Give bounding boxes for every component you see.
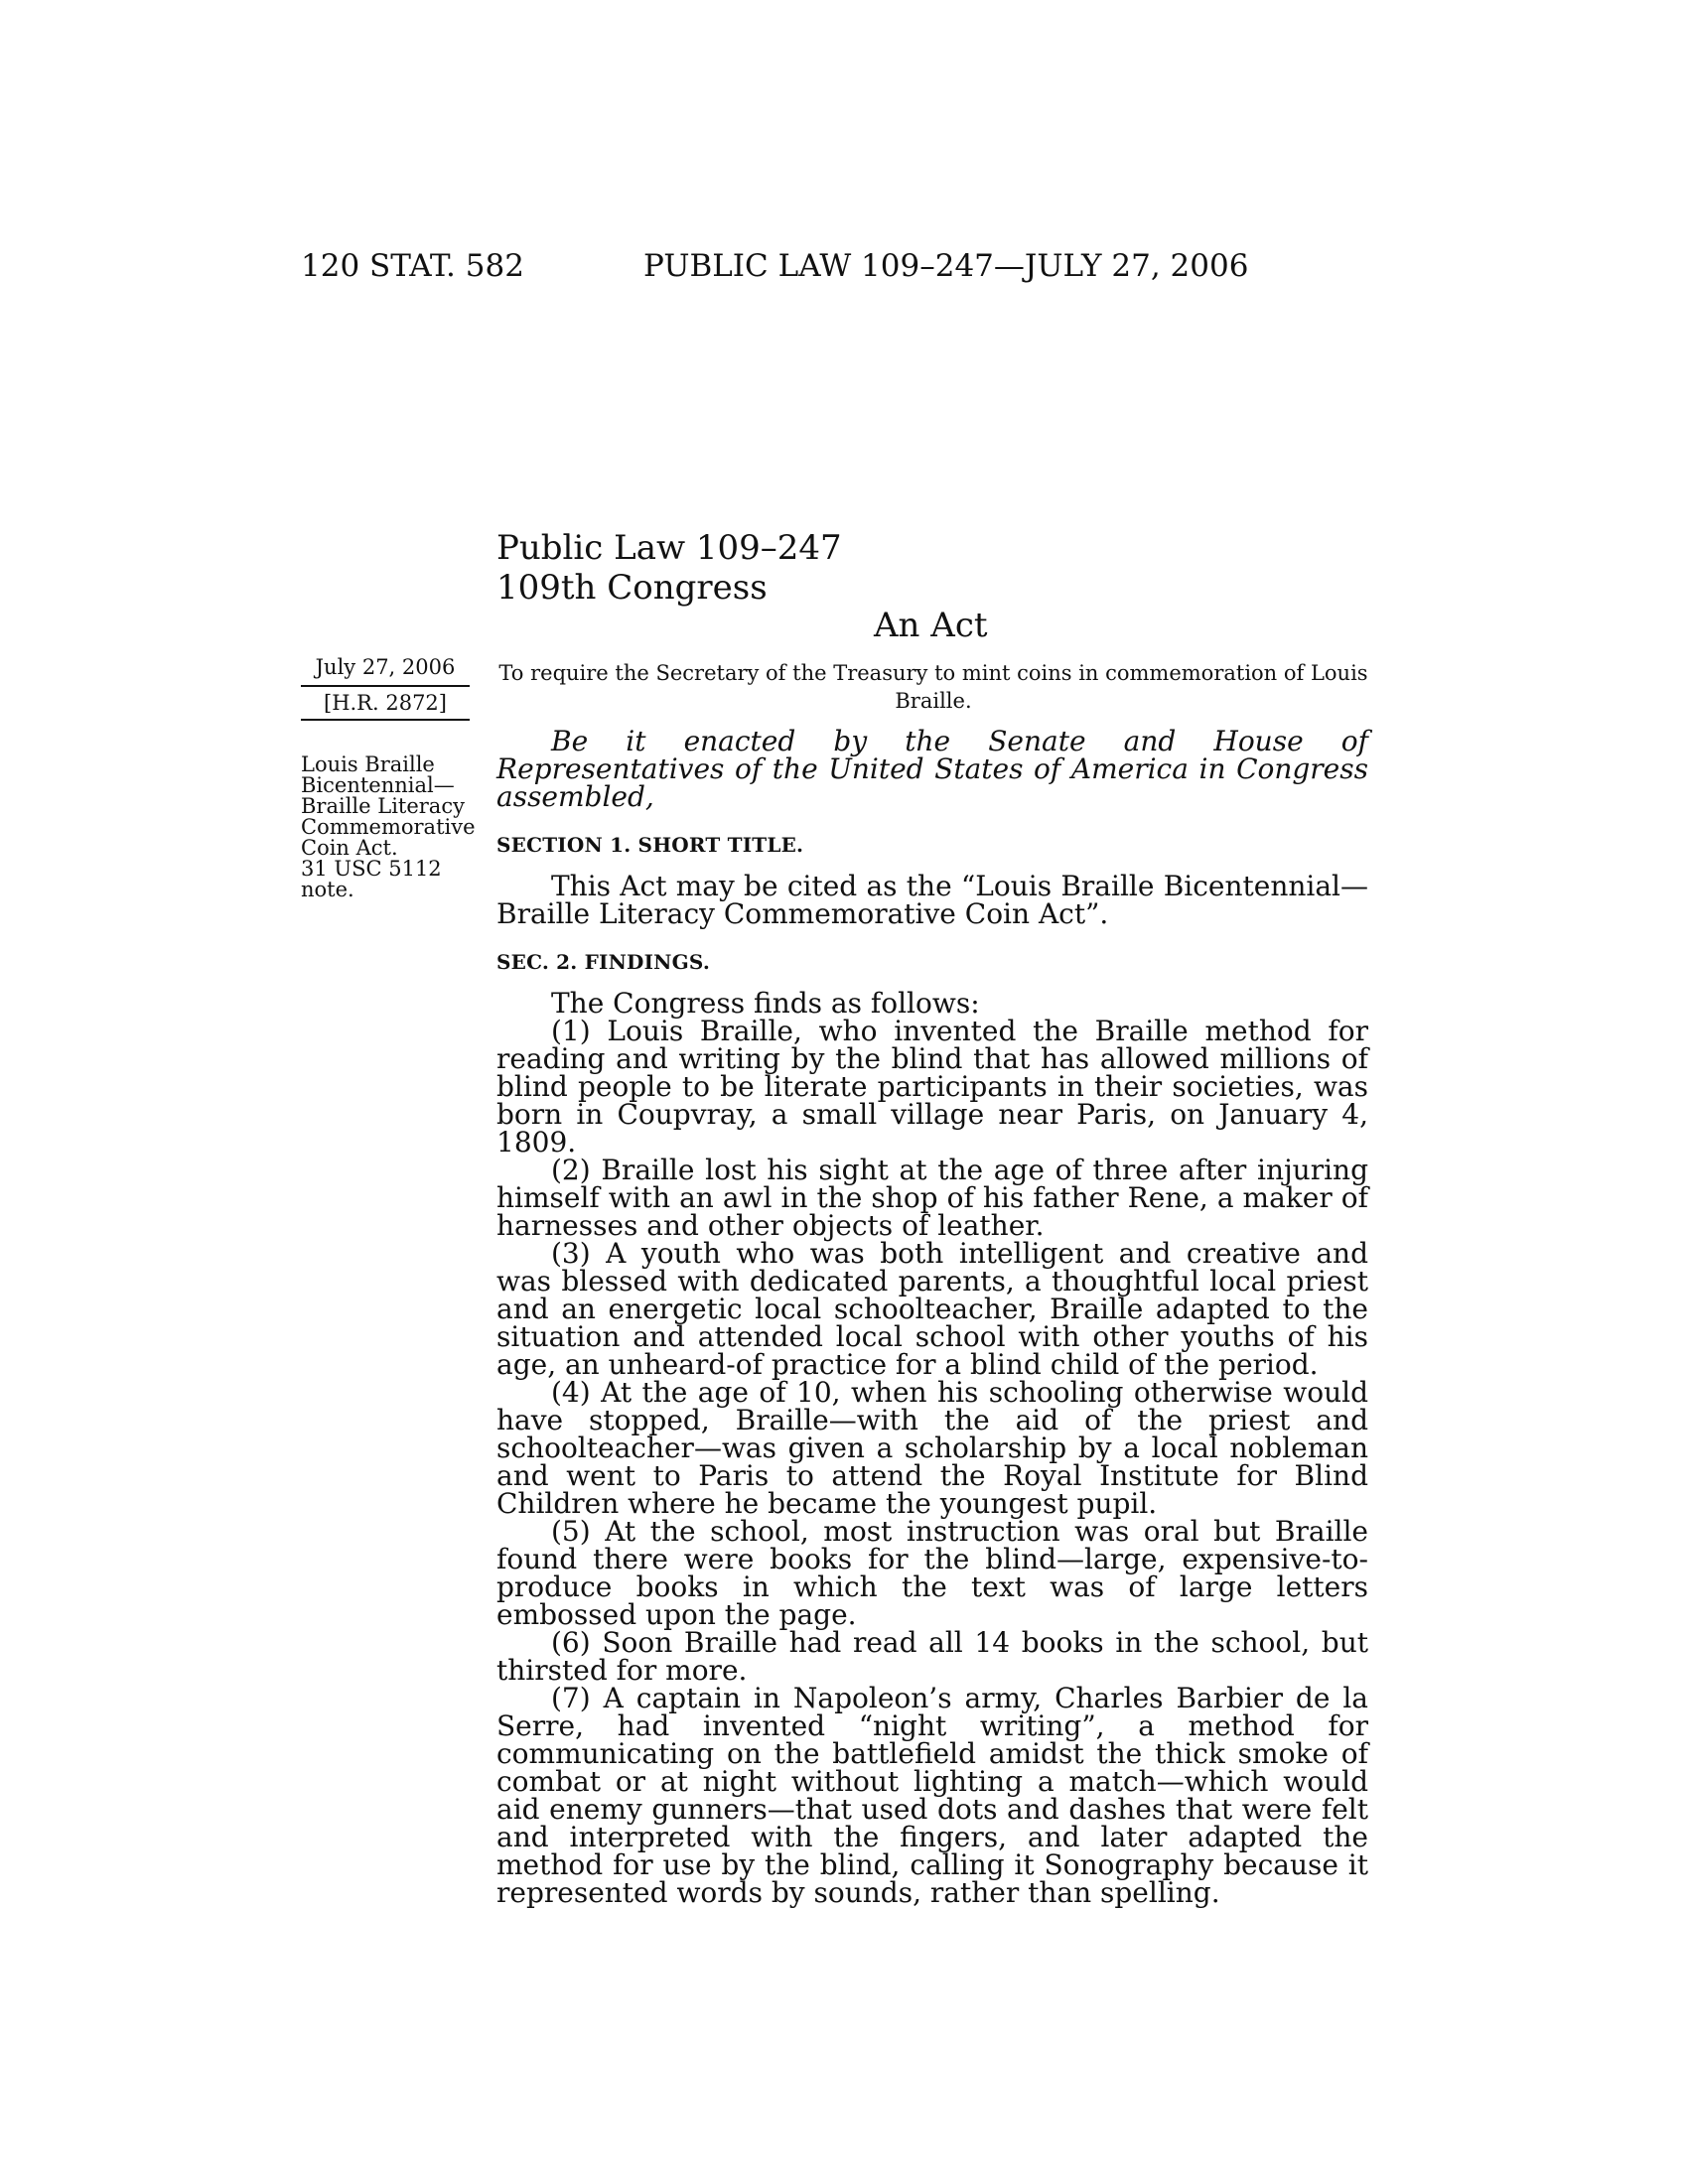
stat-page-number: 120 STAT. 582 [301, 248, 524, 284]
margin-note-line: Commemorative [301, 815, 476, 839]
section-text: This Act may be cited as the “Louis Braille Bicentennial—Braille Literacy Commemorative Coin Act”. [496, 870, 1368, 930]
margin-note-line: note. [301, 878, 354, 901]
congress-label: 109th Congress [496, 568, 768, 608]
finding-item: (4) At the age of 10, when his schooling otherwise would have stopped, Braille—with the aid of the priest and schoolteacher—was given a scholarship by a local nobleman and went to Paris to attend the Royal Institute for Blind Children where he became the youngest pupil. [496, 1376, 1368, 1520]
findings-intro: The Congress finds as follows: [551, 987, 980, 1020]
act-purpose: To require the Secretary of the Treasury to mint coins in commemoration of Louis Braille. [498, 661, 1368, 713]
margin-rule [301, 685, 470, 687]
margin-note-line: 31 USC 5112 [301, 857, 442, 881]
finding-item: (2) Braille lost his sight at the age of three after injuring himself with an awl in the shop of his father Rene, a maker of harnesses and other objects of leather. [496, 1154, 1368, 1242]
finding-item: (6) Soon Braille had read all 14 books in the school, but thirsted for more. [496, 1626, 1368, 1687]
enacting-clause: Be it enacted by the Senate and House of Representatives of the United States of America in Congress assembled, [496, 725, 1368, 813]
margin-note-line: Braille Literacy [301, 794, 465, 818]
act-heading: An Act [874, 606, 988, 645]
section-heading: SECTION 1. SHORT TITLE. [496, 833, 804, 857]
margin-note-line: Bicentennial— [301, 773, 455, 797]
margin-note-line: Louis Braille [301, 752, 435, 776]
finding-item: (5) At the school, most instruction was oral but Braille found there were books for the blind—large, expensive-to-produce books in which the text was of large letters embossed upon the page. [496, 1515, 1368, 1631]
finding-item: (3) A youth who was both intelligent and creative and was blessed with dedicated parents, a thoughtful local priest and an energetic local schoolteacher, Braille adapted to the situation and attended local school with other youths of his age, an unheard-of practice for a blind child of the period. [496, 1237, 1368, 1381]
margin-rule-bottom [301, 719, 470, 721]
margin-note [301, 752, 476, 901]
act-body [496, 725, 1368, 1909]
running-title: PUBLIC LAW 109–247—JULY 27, 2006 [643, 248, 1249, 284]
margin-date: July 27, 2006 [315, 655, 456, 679]
margin-note-line: Coin Act. [301, 836, 398, 860]
finding-item: (7) A captain in Napoleon’s army, Charles Barbier de la Serre, had invented “night writing”, a method for communicating on the battlefield amidst the thick smoke of combat or at night without lighting a match—which would aid enemy gunners—that used dots and dashes that were felt and interpreted with the fingers, and later adapted the method for use by the blind, calling it Sonography because it represented words by sounds, rather than spelling. [496, 1682, 1368, 1909]
section-heading: SEC. 2. FINDINGS. [496, 950, 711, 974]
margin-bill-number: [H.R. 2872] [324, 691, 447, 715]
finding-item: (1) Louis Braille, who invented the Braille method for reading and writing by the blind that has allowed millions of blind people to be literate participants in their societies, was born in Coupvray, a small village near Paris, on January 4, 1809. [496, 1015, 1368, 1159]
public-law-title: Public Law 109–247 [496, 528, 842, 568]
